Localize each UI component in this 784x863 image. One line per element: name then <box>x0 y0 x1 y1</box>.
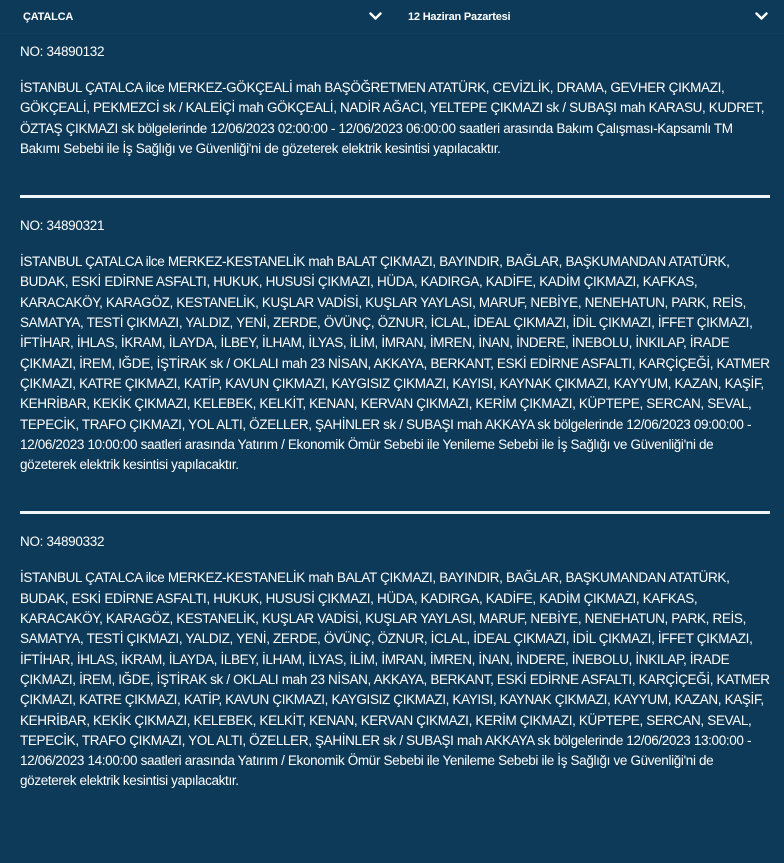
record-number: NO: 34890321 <box>20 218 105 234</box>
record-description: İSTANBUL ÇATALCA ilce MERKEZ-GÖKÇEALİ mah BAŞÖĞRETMEN ATATÜRK, CEVİZLİK, DRAMA, GEVHER ÇIKMAZI, GÖKÇEALİ, PEKMEZCİ sk / KALEİÇİ mah GÖKÇEALİ, NADİR AĞACI, YELTEPE ÇIKMAZI sk / SUBAŞI mah KARASU, KUDRET, ÖZTAŞ ÇIKMAZI sk bölgelerinde 12/06/2023 02:00:00 - 12/06/2023 06:00:00 saatleri arasında Bakım Çalışması-Kapsamlı TM Bakımı Sebebi ile İş Sağlığı ve Güvenliği'ni de gözeterek elektrik kesintisi yapılacaktır. <box>20 80 765 156</box>
district-select[interactable] <box>0 0 392 33</box>
filter-bar <box>0 0 784 34</box>
date-select-label: 12 Haziran Pazartesi <box>408 10 511 23</box>
record-description: İSTANBUL ÇATALCA ilce MERKEZ-KESTANELİK mah BALAT ÇIKMAZI, BAYINDIR, BAĞLAR, BAŞKUMANDAN ATATÜRK, BUDAK, ESKİ EDİRNE ASFALTI, HUKUK, HUSUSİ ÇIKMAZI, HÜDA, KADIRGA, KADİFE, KADİM ÇIKMAZI, KAFKAS, KARACAKÖY, KARAGÖZ, KESTANELİK, KUŞLAR VADİSİ, KUŞLAR YAYLASI, MARUF, NEBİYE, NENEHATUN, PARK, REİS, SAMATYA, TESTİ ÇIKMAZI, YALDIZ, YENİ, ZERDE, ÖVÜNÇ, ÖZNUR, İCLAL, İDEAL ÇIKMAZI, İDİL ÇIKMAZI, İFFET ÇIKMAZI, İFTİHAR, İHLAS, İKRAM, İLAYDA, İLBEY, İLHAM, İLYAS, İLİM, İMRAN, İMREN, İNAN, İNDERE, İNEBOLU, İNKILAP, İRADE ÇIKMAZI, İREM, IĞDE, İŞTİRAK sk / OKLALI mah 23 NİSAN, AKKAYA, BERKANT, ESKİ EDİRNE ASFALTI, KARÇİÇEĞİ, KATMER ÇIKMAZI, KATRE ÇIKMAZI, KATİP, KAVUN ÇIKMAZI, KAYGISIZ ÇIKMAZI, KAYISI, KAYNAK ÇIKMAZI, KAYYUM, KAZAN, KAŞİF, KEHRİBAR, KEKİK ÇIKMAZI, KELEBEK, KELKİT, KENAN, KERVAN ÇIKMAZI, KERİM ÇIKMAZI, KÜPTEPE, SERCAN, SEVAL, TEPECİK, TRAFO ÇIKMAZI, YOL ALTI, ÖZELLER, ŞAHİNLER sk / SUBAŞI mah AKKAYA sk bölgelerinde 12/06/2023 13:00:00 - 12/06/2023 14:00:00 saatleri arasında Yatırım / Ekonomik Ömür Sebebi ile Yenileme Sebebi ile İş Sağlığı ve Güvenliği'ni de gözeterek elektrik kesintisi yapılacaktır. <box>20 570 770 789</box>
district-select-label: ÇATALCA <box>23 10 74 23</box>
chevron-down-icon[interactable] <box>754 10 768 24</box>
outage-record <box>20 198 770 475</box>
outage-record <box>20 514 770 791</box>
record-number: NO: 34890332 <box>20 534 105 550</box>
outage-record <box>20 34 770 159</box>
outage-list <box>0 34 784 792</box>
chevron-down-icon[interactable] <box>368 10 382 24</box>
record-description: İSTANBUL ÇATALCA ilce MERKEZ-KESTANELİK mah BALAT ÇIKMAZI, BAYINDIR, BAĞLAR, BAŞKUMANDAN ATATÜRK, BUDAK, ESKİ EDİRNE ASFALTI, HUKUK, HUSUSİ ÇIKMAZI, HÜDA, KADIRGA, KADİFE, KADİM ÇIKMAZI, KAFKAS, KARACAKÖY, KARAGÖZ, KESTANELİK, KUŞLAR VADİSİ, KUŞLAR YAYLASI, MARUF, NEBİYE, NENEHATUN, PARK, REİS, SAMATYA, TESTİ ÇIKMAZI, YALDIZ, YENİ, ZERDE, ÖVÜNÇ, ÖZNUR, İCLAL, İDEAL ÇIKMAZI, İDİL ÇIKMAZI, İFFET ÇIKMAZI, İFTİHAR, İHLAS, İKRAM, İLAYDA, İLBEY, İLHAM, İLYAS, İLİM, İMRAN, İMREN, İNAN, İNDERE, İNEBOLU, İNKILAP, İRADE ÇIKMAZI, İREM, IĞDE, İŞTİRAK sk / OKLALI mah 23 NİSAN, AKKAYA, BERKANT, ESKİ EDİRNE ASFALTI, KARÇİÇEĞİ, KATMER ÇIKMAZI, KATRE ÇIKMAZI, KATİP, KAVUN ÇIKMAZI, KAYGISIZ ÇIKMAZI, KAYISI, KAYNAK ÇIKMAZI, KAYYUM, KAZAN, KAŞİF, KEHRİBAR, KEKİK ÇIKMAZI, KELEBEK, KELKİT, KENAN, KERVAN ÇIKMAZI, KERİM ÇIKMAZI, KÜPTEPE, SERCAN, SEVAL, TEPECİK, TRAFO ÇIKMAZI, YOL ALTI, ÖZELLER, ŞAHİNLER sk / SUBAŞI mah AKKAYA sk bölgelerinde 12/06/2023 09:00:00 - 12/06/2023 10:00:00 saatleri arasında Yatırım / Ekonomik Ömür Sebebi ile Yenileme Sebebi ile İş Sağlığı ve Güvenliği'ni de gözeterek elektrik kesintisi yapılacaktır. <box>20 254 770 473</box>
record-number: NO: 34890132 <box>20 44 105 59</box>
date-select[interactable] <box>392 0 784 33</box>
